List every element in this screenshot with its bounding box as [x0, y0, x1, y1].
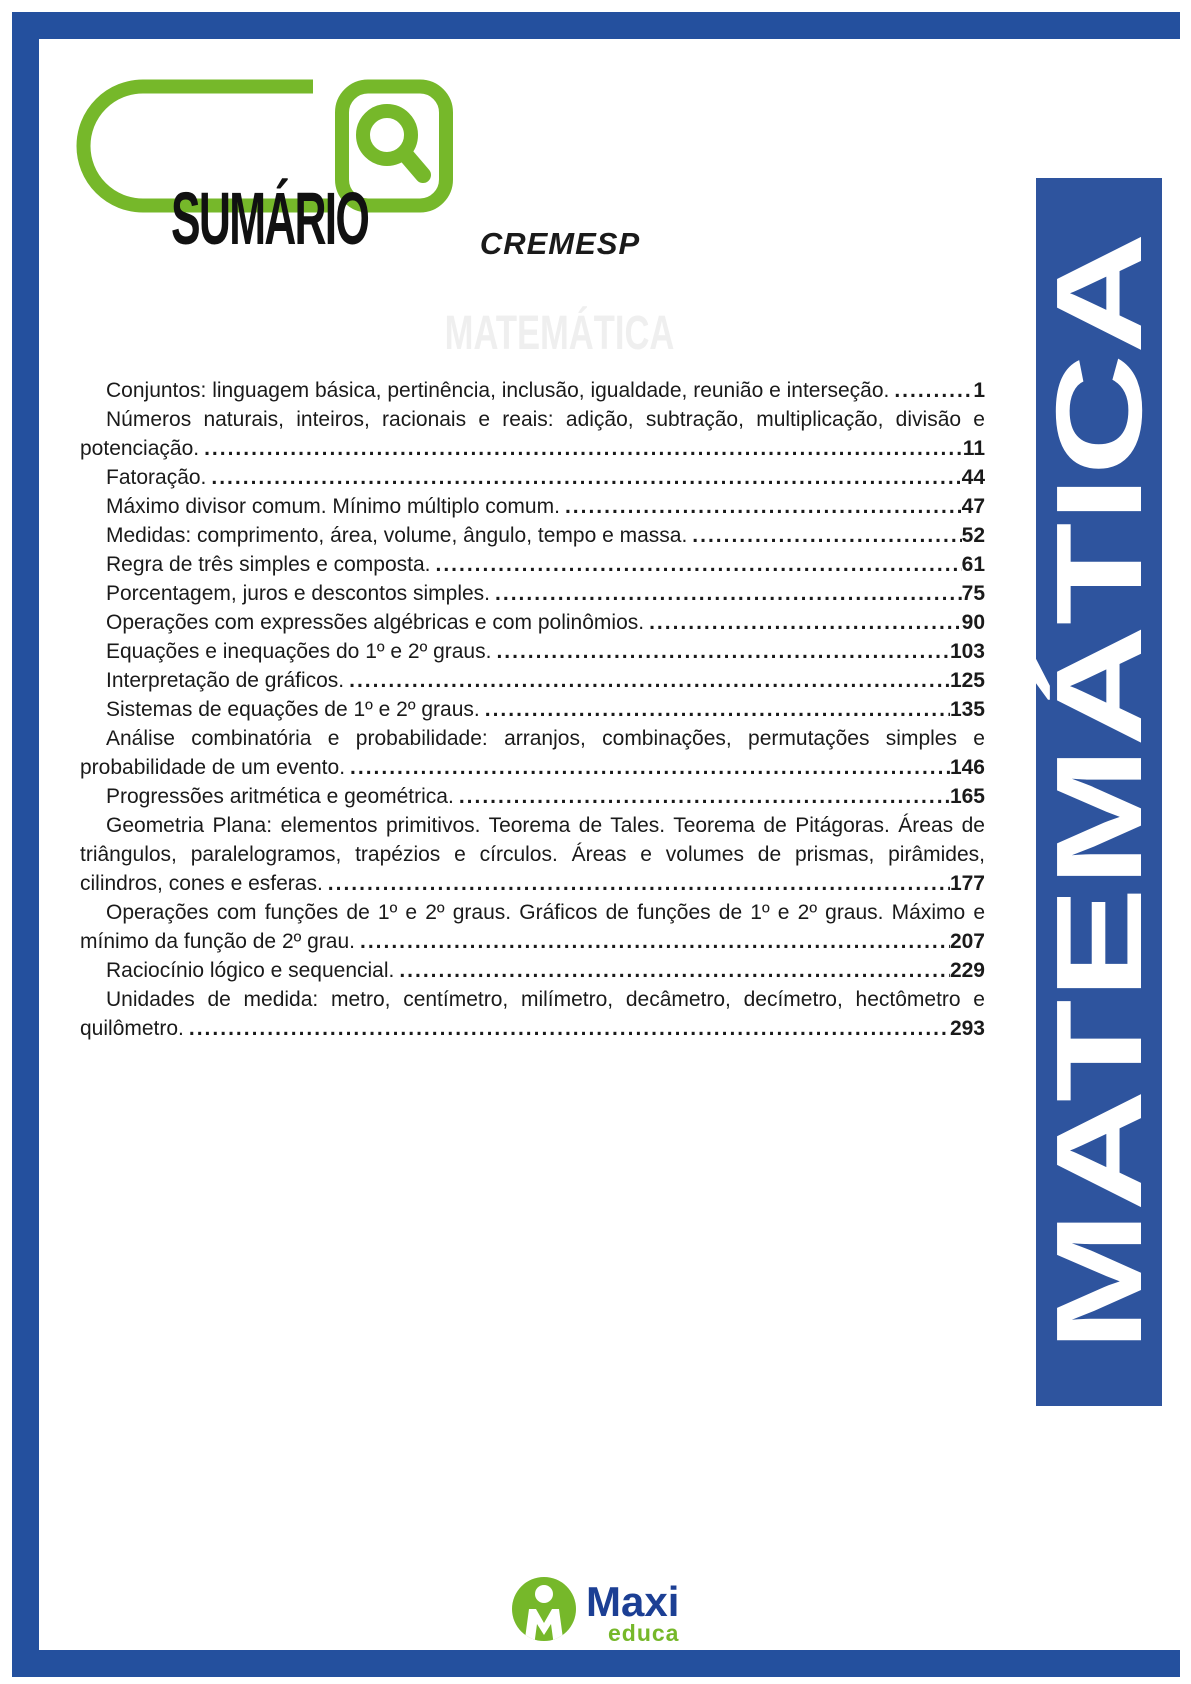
page-title: CREMESP: [479, 226, 641, 261]
toc-dots: [495, 579, 962, 608]
toc-entry-row[interactable]: [80, 1014, 985, 1043]
sumario-logo: [70, 78, 460, 260]
toc-page-number: 1: [973, 379, 985, 402]
toc-entry-row[interactable]: [80, 376, 985, 405]
toc-entry-text: cilindros, cones e esferas.: [80, 872, 323, 895]
toc-entry-row[interactable]: [80, 434, 985, 463]
toc-dots: [349, 666, 950, 695]
toc-line[interactable]: triângulos, paralelogramos, trapézios e círculos. Áreas e volumes de prismas, pirâmides,: [80, 843, 985, 866]
toc-page-number: 44: [961, 466, 985, 489]
toc-dots: [459, 782, 950, 811]
toc-page-number: 165: [949, 785, 985, 808]
toc-line[interactable]: Geometria Plana: elementos primitivos. Teorema de Tales. Teorema de Pitágoras. Áreas de: [106, 814, 985, 837]
toc-entry-text: Fatoração.: [106, 466, 207, 489]
toc-page-number: 52: [961, 524, 985, 547]
toc-entry-text: Conjuntos: linguagem básica, pertinência, inclusão, igualdade, reunião e interseção.: [106, 379, 890, 402]
toc-entry-text: Interpretação de gráficos.: [106, 669, 345, 692]
toc-dots: [189, 1014, 950, 1043]
toc-dots: [496, 637, 950, 666]
maxi-educa-logo: [490, 1568, 720, 1653]
toc-dots: [328, 869, 950, 898]
watermark-text: MATEMÁTICA: [445, 307, 675, 360]
toc-entry-row[interactable]: [80, 782, 985, 811]
toc-page-number: 11: [962, 437, 985, 460]
toc-page-number: 125: [949, 669, 985, 692]
toc-dots: [894, 376, 973, 405]
brand-subname: educa: [608, 1620, 680, 1646]
toc-entry-text: potenciação.: [80, 437, 200, 460]
toc-page-number: 135: [949, 698, 985, 721]
frame-bottom-bar: [12, 1650, 1180, 1677]
toc-dots: [350, 753, 950, 782]
toc-entry-row[interactable]: [80, 666, 985, 695]
toc-entry-row[interactable]: [80, 463, 985, 492]
toc-entry-text: Equações e inequações do 1º e 2º graus.: [106, 640, 492, 663]
toc-entry-text: Operações com expressões algébricas e com polinômios.: [106, 611, 645, 634]
frame-left-bar: [12, 12, 39, 1677]
toc-dots: [211, 463, 961, 492]
toc-dots: [692, 521, 961, 550]
sumario-logo-label: SUMÁRIO: [171, 177, 369, 260]
subject-side-band-label: MATEMÁTICA: [1031, 232, 1167, 1352]
toc-entry-text: Progressões aritmética e geométrica.: [106, 785, 454, 808]
toc-dots: [204, 434, 963, 463]
toc-line[interactable]: Análise combinatória e probabilidade: arranjos, combinações, permutações simples e: [106, 727, 985, 750]
toc-page-number: 61: [961, 553, 985, 576]
toc-page-number: 229: [949, 959, 985, 982]
toc-entry-row[interactable]: [80, 753, 985, 782]
toc-line[interactable]: Números naturais, inteiros, racionais e reais: adição, subtração, multiplicação, divisão e: [106, 408, 985, 431]
toc-line[interactable]: Operações com funções de 1º e 2º graus. Gráficos de funções de 1º e 2º graus. Máximo e: [106, 901, 985, 924]
toc-entry-row[interactable]: [80, 521, 985, 550]
toc-page-number: 146: [949, 756, 985, 779]
toc-entry-row[interactable]: [80, 927, 985, 956]
toc-dots: [649, 608, 962, 637]
toc-entry-row[interactable]: [80, 695, 985, 724]
toc-dots: [565, 492, 962, 521]
toc-dots: [360, 927, 950, 956]
brand-name: Maxi: [586, 1578, 680, 1625]
toc-entry-row[interactable]: [80, 608, 985, 637]
toc-line[interactable]: Unidades de medida: metro, centímetro, milímetro, decâmetro, decímetro, hectômetro e: [106, 988, 985, 1011]
toc-dots: [399, 956, 950, 985]
toc-page-number: 75: [961, 582, 985, 605]
frame-top-bar: [12, 12, 1180, 39]
toc-entry-text: Regra de três simples e composta.: [106, 553, 431, 576]
toc-entry-text: quilômetro.: [80, 1017, 184, 1040]
magnifier-icon: [363, 111, 423, 175]
toc-entry-text: probabilidade de um evento.: [80, 756, 346, 779]
toc-page-number: 90: [961, 611, 985, 634]
toc-entry-text: Sistemas de equações de 1º e 2º graus.: [106, 698, 480, 721]
toc-entry-row[interactable]: [80, 869, 985, 898]
toc-page-number: 293: [949, 1017, 985, 1040]
toc-page-number: 207: [949, 930, 985, 953]
toc-entry-row[interactable]: [80, 637, 985, 666]
toc-entry-row[interactable]: [80, 956, 985, 985]
toc-entry-text: mínimo da função de 2º grau.: [80, 930, 355, 953]
toc-entry-row[interactable]: [80, 579, 985, 608]
subject-side-band: [1031, 178, 1167, 1406]
toc-dots: [435, 550, 961, 579]
toc-entry-text: Medidas: comprimento, área, volume, ângulo, tempo e massa.: [106, 524, 688, 547]
toc-entry-text: Máximo divisor comum. Mínimo múltiplo comum.: [106, 495, 560, 518]
toc-entry-row[interactable]: [80, 550, 985, 579]
toc-entry-text: Raciocínio lógico e sequencial.: [106, 959, 395, 982]
toc-page-number: 103: [949, 640, 985, 663]
toc: [80, 376, 985, 1043]
toc-entry-text: Porcentagem, juros e descontos simples.: [106, 582, 491, 605]
toc-page-number: 177: [949, 872, 985, 895]
toc-entry-row[interactable]: [80, 492, 985, 521]
toc-dots: [485, 695, 950, 724]
toc-page-number: 47: [961, 495, 985, 518]
